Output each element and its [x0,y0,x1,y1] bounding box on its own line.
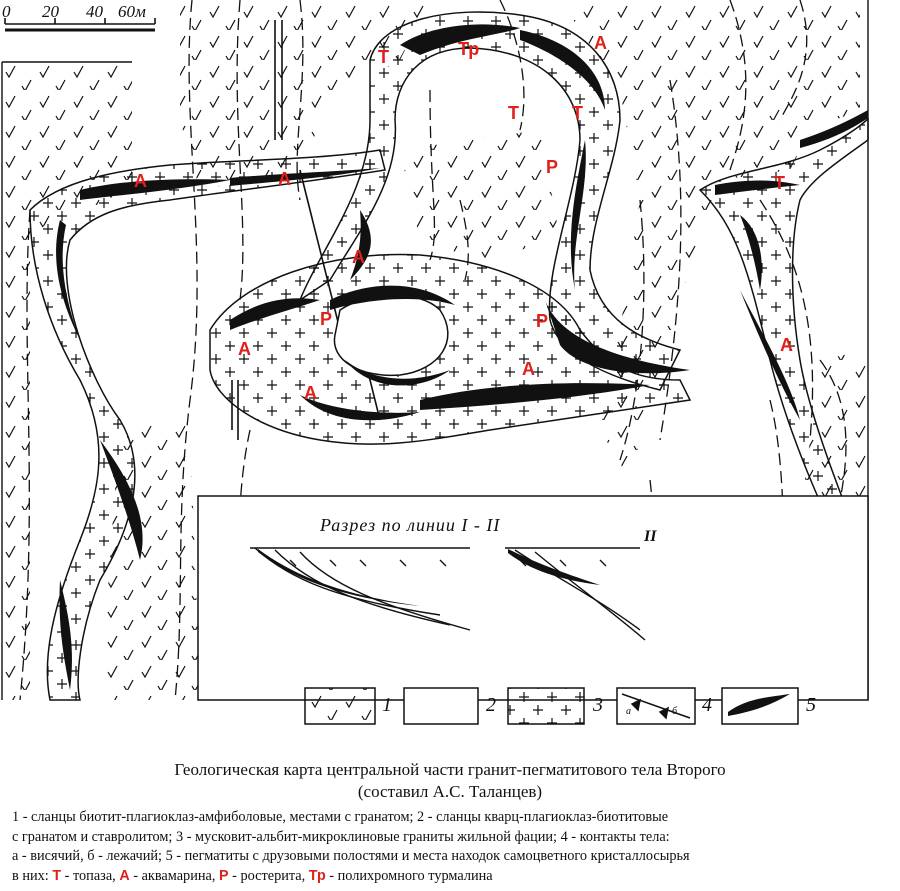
mineral-label: А [522,359,535,379]
scale-label-0: 0 [2,2,11,21]
legend-line: с гранатом и ставролитом; 3 - мусковит-альбит-микроклиновые граниты жильной фации; 4 - контакты тела: [12,828,670,845]
legend-number-2: 2 [486,694,496,716]
legend-swatch-1 [305,688,375,724]
map-caption [0,759,900,803]
legend-swatch-2 [404,688,478,724]
mineral-label: Т [378,47,389,67]
legend-number-3: 3 [593,694,603,716]
mineral-label: А [238,339,251,359]
caption-title: Геологическая карта центральной части гранит-пегматитового тела Второго [174,760,726,779]
mineral-label: А [594,33,607,53]
legend-swatch-3 [508,688,584,724]
mineral-label: А [780,335,793,355]
legend-mineral-code: Тр [308,867,326,884]
legend-mineral-text: - полихромного турмалина [325,867,493,884]
section-inset [198,496,868,700]
scale-label-40: 40 [86,2,103,21]
legend-subtype-a: а [626,706,631,717]
legend-number-4: 4 [702,694,712,716]
mineral-label: Р [536,311,549,331]
legend-number-1: 1 [382,694,392,716]
legend-line: а - висячий, б - лежачий; 5 - пегматиты с друзовыми полостями и места находок самоцветного кристаллосырья [12,848,690,864]
mineral-label: Тр [458,39,480,59]
legend-line: 1 - сланцы биотит-плагиоклаз-амфиболовые, местами с гранатом; 2 - сланцы кварц-плагиоклаз-биотитовые [12,809,669,825]
section-title: Разрез по линии I - II [320,515,501,535]
legend-mineral-text: - ростерита, [228,867,309,884]
legend-mineral-text: - топаза, [61,867,120,884]
legend-mineral-code: А [119,867,130,884]
mineral-label: А [304,383,317,403]
legend-mineral-code: Р [219,867,229,884]
legend-mineral-text: - аквамарина, [129,867,220,884]
legend-line [12,867,892,887]
mineral-label: Т [572,103,583,123]
mineral-label: Р [546,157,559,177]
scale-label-20: 20 [42,2,59,21]
mineral-label: Т [508,103,519,123]
mineral-label: Р [320,309,333,329]
legend-number-5: 5 [806,694,816,716]
section-mark: II [644,528,657,545]
legend-description [12,808,892,886]
legend-line-prefix: в них: [12,867,53,884]
scale-label-60: 60м [118,2,146,21]
mineral-label: А [352,247,365,267]
legend-mineral-code: Т [52,867,62,884]
caption-author: (составил А.С. Таланцев) [357,782,543,801]
mineral-label: Т [774,173,785,193]
mineral-label: А [278,169,291,189]
mineral-label: А [134,171,147,191]
legend-subtype-b: б [672,706,678,717]
